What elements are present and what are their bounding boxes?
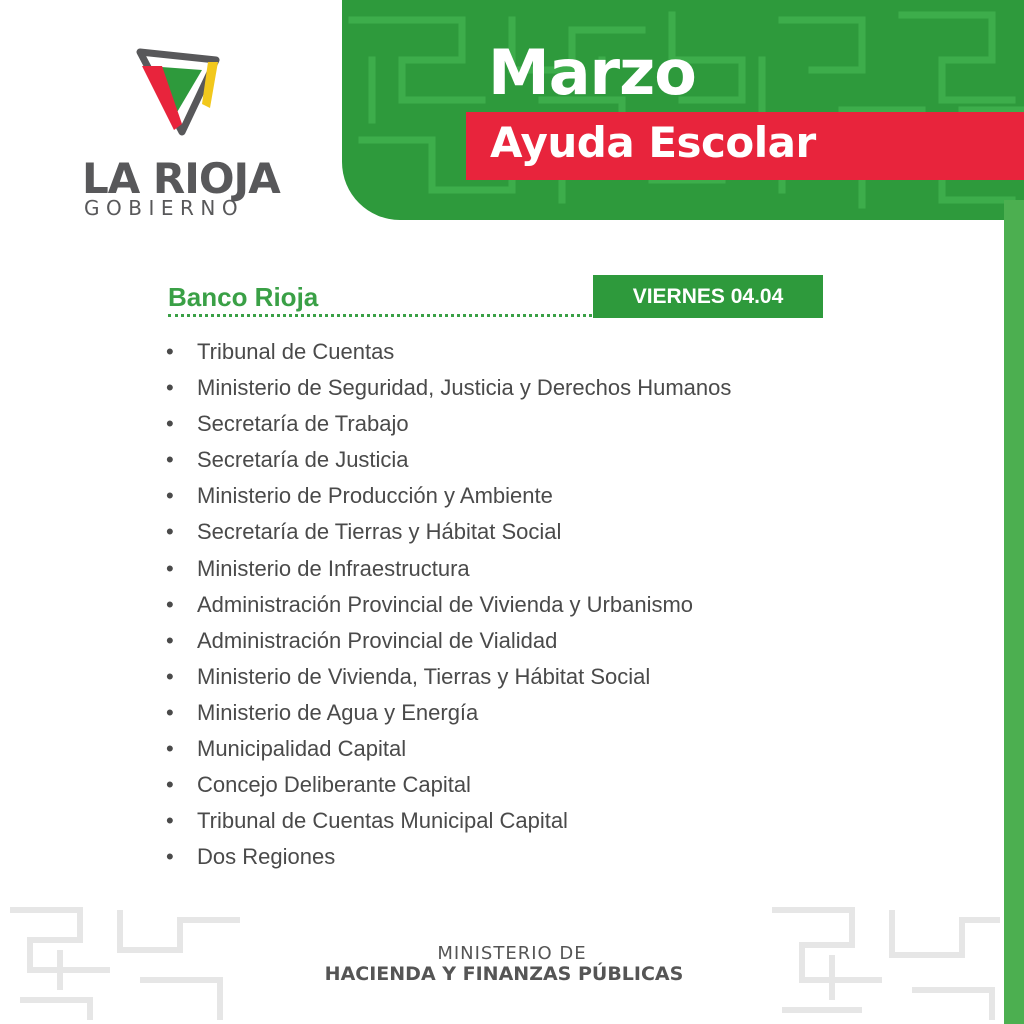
footer-ministry-line2: HACIENDA Y FINANZAS PÚBLICAS [324,963,684,985]
logo-subtitle: GOBIERNO [84,196,245,220]
bank-underline [168,314,592,317]
list-item: • Dos Regiones [166,839,731,875]
list-item: • Tribunal de Cuentas [166,334,731,370]
list-item: • Ministerio de Vivienda, Tierras y Hábitat Social [166,659,731,695]
list-item: • Secretaría de Trabajo [166,406,731,442]
right-stripe [1004,200,1024,1024]
list-item: • Ministerio de Agua y Energía [166,695,731,731]
logo-name: LA RIOJA [82,154,280,203]
list-item: • Ministerio de Infraestructura [166,551,731,587]
list-item: • Concejo Deliberante Capital [166,767,731,803]
footer-ministry-line1: MINISTERIO DE [437,943,587,964]
list-item: • Ministerio de Seguridad, Justicia y Derechos Humanos [166,370,731,406]
la-rioja-logo-icon [132,44,228,144]
list-item: • Administración Provincial de Vivienda y Urbanismo [166,587,731,623]
list-item: • Ministerio de Producción y Ambiente [166,478,731,514]
organization-list [166,334,731,875]
list-item: • Municipalidad Capital [166,731,731,767]
header-subtitle: Ayuda Escolar [490,118,816,167]
list-item: • Administración Provincial de Vialidad [166,623,731,659]
date-badge: VIERNES 04.04 [593,275,823,318]
header-banner [342,0,1024,220]
list-item: • Secretaría de Justicia [166,442,731,478]
list-item: • Secretaría de Tierras y Hábitat Social [166,514,731,550]
header-month: Marzo [488,36,696,109]
bank-name: Banco Rioja [168,282,319,312]
maze-pattern [342,0,1024,220]
list-item: • Tribunal de Cuentas Municipal Capital [166,803,731,839]
